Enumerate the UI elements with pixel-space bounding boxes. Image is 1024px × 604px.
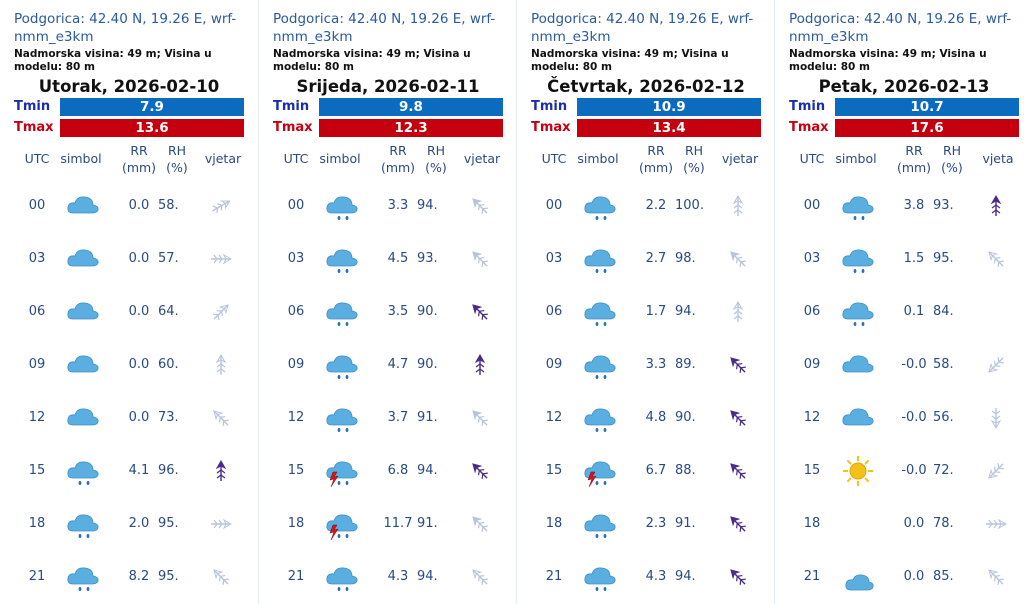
forecast-row — [517, 187, 775, 227]
forecast-row — [259, 452, 517, 492]
cloud-icon — [839, 401, 877, 435]
humidity-value: 93. — [417, 251, 438, 266]
precipitation-value: 8.2 — [128, 569, 150, 584]
humidity-value: 89. — [675, 357, 696, 372]
precipitation-value: 11.7 — [383, 516, 413, 531]
precipitation-value: 0.0 — [128, 198, 150, 213]
precipitation-value: 1.7 — [645, 304, 667, 319]
utc-hour: 06 — [287, 304, 305, 319]
column-header-wind — [457, 150, 507, 167]
column-header-rh — [419, 142, 453, 176]
rain-cloud-icon — [581, 189, 619, 223]
utc-hour: 09 — [545, 357, 563, 372]
column-header-rr — [635, 142, 677, 176]
utc-hour: 00 — [287, 198, 305, 213]
utc-hour: 21 — [287, 569, 305, 584]
wind-arrow-icon — [725, 564, 751, 590]
rain-cloud-icon — [323, 242, 361, 276]
humidity-value: 58. — [158, 198, 179, 213]
utc-hour: 00 — [545, 198, 563, 213]
column-header-label: RH — [167, 143, 187, 158]
tmax-label: Tmax — [531, 120, 571, 135]
wind-arrow-icon — [208, 193, 234, 219]
rain-cloud-icon — [64, 560, 102, 594]
column-header-label: RR — [647, 143, 665, 158]
column-header-rr — [377, 142, 419, 176]
precipitation-value: 4.3 — [645, 569, 667, 584]
rain-cloud-icon — [64, 454, 102, 488]
tmin-label: Tmin — [273, 99, 310, 114]
column-header-unit: (%) — [941, 160, 963, 175]
humidity-value: 94. — [675, 569, 696, 584]
humidity-value: 56. — [933, 410, 954, 425]
column-header-rr — [118, 142, 160, 176]
utc-hour: 18 — [287, 516, 305, 531]
column-header-label: RH — [942, 143, 962, 158]
precipitation-value: 3.5 — [387, 304, 409, 319]
wind-arrow-icon — [983, 352, 1009, 378]
humidity-value: 85. — [933, 569, 954, 584]
precipitation-value: 4.7 — [387, 357, 409, 372]
column-header-label: UTC — [541, 151, 567, 166]
precipitation-value: 0.1 — [903, 304, 925, 319]
day-title: Utorak, 2026-02-10 — [38, 77, 220, 96]
humidity-value: 94. — [417, 463, 438, 478]
precipitation-value: 4.5 — [387, 251, 409, 266]
wind-arrow-icon — [983, 299, 1009, 325]
utc-hour: 06 — [803, 304, 821, 319]
precipitation-value: 4.8 — [645, 410, 667, 425]
cloud-icon — [839, 348, 877, 382]
column-header-label: vjeta — [982, 151, 1014, 166]
column-header-label: simbol — [835, 151, 877, 166]
column-header-rh — [677, 142, 711, 176]
moon-icon — [839, 507, 877, 541]
column-header-unit: (%) — [166, 160, 188, 175]
forecast-row — [517, 399, 775, 439]
column-header-unit: (%) — [683, 160, 705, 175]
utc-hour: 12 — [545, 410, 563, 425]
location-header: Podgorica: 42.40 N, 19.26 E, wrf-nmm_e3km — [789, 11, 1012, 45]
column-header-utc — [279, 150, 313, 167]
wind-arrow-icon — [467, 352, 493, 378]
utc-hour: 03 — [28, 251, 46, 266]
day-panel — [516, 0, 774, 604]
cloud-icon — [64, 401, 102, 435]
utc-hour: 12 — [803, 410, 821, 425]
rain-cloud-icon — [581, 242, 619, 276]
column-header-label: simbol — [60, 151, 102, 166]
column-header-label: RH — [426, 143, 446, 158]
humidity-value: 90. — [417, 304, 438, 319]
location-header: Podgorica: 42.40 N, 19.26 E, wrf-nmm_e3km — [14, 11, 237, 45]
column-header-label: vjetar — [721, 151, 759, 166]
precipitation-value: 2.2 — [645, 198, 667, 213]
column-header-utc — [795, 150, 829, 167]
tmax-value: 12.3 — [319, 119, 503, 137]
forecast-row — [517, 240, 775, 280]
precipitation-value: 0.0 — [903, 569, 925, 584]
altitude-note: Nadmorska visina: 49 m; Visina u modelu: 80 m — [789, 48, 987, 73]
humidity-value: 95. — [933, 251, 954, 266]
rain-cloud-icon — [581, 401, 619, 435]
utc-hour: 18 — [545, 516, 563, 531]
cloud-icon — [64, 189, 102, 223]
tmin-value: 10.9 — [577, 98, 761, 116]
precipitation-value: 3.7 — [387, 410, 409, 425]
forecast-row — [0, 399, 258, 439]
forecast-row — [775, 399, 1024, 439]
humidity-value: 94. — [675, 304, 696, 319]
rain-cloud-icon — [581, 507, 619, 541]
utc-hour: 18 — [803, 516, 821, 531]
humidity-value: 91. — [417, 516, 438, 531]
humidity-value: 91. — [417, 410, 438, 425]
column-header-utc — [537, 150, 571, 167]
column-header-label: RR — [389, 143, 407, 158]
utc-hour: 09 — [803, 357, 821, 372]
utc-hour: 18 — [28, 516, 46, 531]
utc-hour: 03 — [803, 251, 821, 266]
humidity-value: 58. — [933, 357, 954, 372]
precipitation-value: 0.0 — [128, 357, 150, 372]
utc-hour: 21 — [545, 569, 563, 584]
tmax-value: 13.6 — [60, 119, 244, 137]
forecast-row — [775, 452, 1024, 492]
tmax-label: Tmax — [273, 120, 313, 135]
rain-cloud-icon — [581, 560, 619, 594]
humidity-value: 94. — [417, 569, 438, 584]
humidity-value: 84. — [933, 304, 954, 319]
wind-arrow-icon — [208, 564, 234, 590]
rain-cloud-icon — [581, 348, 619, 382]
tmin-value: 9.8 — [319, 98, 503, 116]
tmin-value: 10.7 — [835, 98, 1019, 116]
location-header: Podgorica: 42.40 N, 19.26 E, wrf-nmm_e3km — [273, 11, 496, 45]
utc-hour: 15 — [545, 463, 563, 478]
column-header-unit: (mm) — [638, 160, 674, 175]
tmax-label: Tmax — [789, 120, 829, 135]
column-header-symbol — [56, 150, 106, 167]
wind-arrow-icon — [467, 193, 493, 219]
precipitation-value: 4.3 — [387, 569, 409, 584]
column-header-label: RR — [905, 143, 923, 158]
utc-hour: 15 — [803, 463, 821, 478]
precipitation-value: 0.0 — [128, 304, 150, 319]
humidity-value: 91. — [675, 516, 696, 531]
humidity-value: 64. — [158, 304, 179, 319]
thunder-rain-icon — [323, 454, 361, 488]
precipitation-value: 6.8 — [387, 463, 409, 478]
utc-hour: 21 — [28, 569, 46, 584]
forecast-row — [775, 346, 1024, 386]
column-header-label: vjetar — [204, 151, 242, 166]
forecast-row — [259, 293, 517, 333]
tmin-label: Tmin — [14, 99, 51, 114]
wind-arrow-icon — [725, 246, 751, 272]
wind-arrow-icon — [983, 458, 1009, 484]
forecast-row — [0, 346, 258, 386]
wind-arrow-icon — [983, 564, 1009, 590]
forecast-row — [0, 187, 258, 227]
precipitation-value: 1.5 — [903, 251, 925, 266]
wind-arrow-icon — [467, 511, 493, 537]
tmax-value: 13.4 — [577, 119, 761, 137]
utc-hour: 00 — [28, 198, 46, 213]
wind-arrow-icon — [983, 246, 1009, 272]
precipitation-value: -0.0 — [901, 463, 927, 478]
precipitation-value: 6.7 — [645, 463, 667, 478]
column-header-label: RH — [684, 143, 704, 158]
humidity-value: 90. — [417, 357, 438, 372]
cloud-icon — [64, 348, 102, 382]
wind-arrow-icon — [725, 193, 751, 219]
utc-hour: 03 — [287, 251, 305, 266]
precipitation-value: 3.3 — [645, 357, 667, 372]
wind-arrow-icon — [983, 193, 1009, 219]
thunder-rain-icon — [581, 454, 619, 488]
moon-cloud-icon — [839, 560, 877, 594]
column-header-label: UTC — [24, 151, 50, 166]
rain-cloud-icon — [839, 295, 877, 329]
altitude-note: Nadmorska visina: 49 m; Visina u modelu: 80 m — [531, 48, 729, 73]
column-header-unit: (mm) — [121, 160, 157, 175]
precipitation-value: 2.3 — [645, 516, 667, 531]
column-header-rh — [935, 142, 969, 176]
forecast-row — [259, 346, 517, 386]
altitude-note: Nadmorska visina: 49 m; Visina u modelu: 80 m — [14, 48, 212, 73]
wind-arrow-icon — [725, 511, 751, 537]
forecast-row — [259, 558, 517, 598]
precipitation-value: 3.3 — [387, 198, 409, 213]
rain-cloud-icon — [839, 242, 877, 276]
cloud-icon — [64, 242, 102, 276]
column-header-wind — [715, 150, 765, 167]
forecast-row — [517, 505, 775, 545]
humidity-value: 94. — [417, 198, 438, 213]
forecast-row — [517, 293, 775, 333]
rain-cloud-icon — [323, 295, 361, 329]
wind-arrow-icon — [725, 352, 751, 378]
day-title: Srijeda, 2026-02-11 — [296, 77, 480, 96]
humidity-value: 100. — [675, 198, 704, 213]
precipitation-value: 2.7 — [645, 251, 667, 266]
column-header-label: RR — [130, 143, 148, 158]
column-header-label: simbol — [577, 151, 619, 166]
column-header-utc — [20, 150, 54, 167]
precipitation-value: 0.0 — [128, 251, 150, 266]
precipitation-value: 0.0 — [903, 516, 925, 531]
wind-arrow-icon — [208, 511, 234, 537]
humidity-value: 60. — [158, 357, 179, 372]
precipitation-value: 3.8 — [903, 198, 925, 213]
humidity-value: 88. — [675, 463, 696, 478]
wind-arrow-icon — [208, 405, 234, 431]
column-header-label: vjetar — [463, 151, 501, 166]
utc-hour: 12 — [287, 410, 305, 425]
wind-arrow-icon — [467, 246, 493, 272]
wind-arrow-icon — [725, 458, 751, 484]
column-header-symbol — [315, 150, 365, 167]
wind-arrow-icon — [467, 564, 493, 590]
humidity-value: 57. — [158, 251, 179, 266]
utc-hour: 06 — [28, 304, 46, 319]
column-header-wind-cut — [973, 150, 1023, 167]
rain-cloud-icon — [64, 507, 102, 541]
humidity-value: 72. — [933, 463, 954, 478]
forecast-row — [0, 240, 258, 280]
forecast-row — [517, 452, 775, 492]
rain-cloud-icon — [323, 348, 361, 382]
column-header-unit: (%) — [425, 160, 447, 175]
humidity-value: 93. — [933, 198, 954, 213]
forecast-row — [0, 505, 258, 545]
sun-icon — [839, 454, 877, 488]
forecast-row — [517, 558, 775, 598]
utc-hour: 15 — [287, 463, 305, 478]
location-header: Podgorica: 42.40 N, 19.26 E, wrf-nmm_e3km — [531, 11, 754, 45]
wind-arrow-icon — [467, 405, 493, 431]
tmax-label: Tmax — [14, 120, 54, 135]
forecast-row — [775, 187, 1024, 227]
day-title: Petak, 2026-02-13 — [818, 77, 990, 96]
humidity-value: 95. — [158, 569, 179, 584]
column-header-label: UTC — [799, 151, 825, 166]
altitude-note: Nadmorska visina: 49 m; Visina u modelu: 80 m — [273, 48, 471, 73]
day-panel — [774, 0, 1024, 604]
wind-arrow-icon — [467, 458, 493, 484]
utc-hour: 00 — [803, 198, 821, 213]
forecast-row — [0, 293, 258, 333]
forecast-row — [0, 558, 258, 598]
tmin-value: 7.9 — [60, 98, 244, 116]
forecast-row — [775, 240, 1024, 280]
tmin-label: Tmin — [789, 99, 826, 114]
humidity-value: 73. — [158, 410, 179, 425]
utc-hour: 21 — [803, 569, 821, 584]
precipitation-value: -0.0 — [901, 410, 927, 425]
forecast-row — [775, 293, 1024, 333]
day-title: Četvrtak, 2026-02-12 — [547, 77, 745, 96]
column-header-label: simbol — [319, 151, 361, 166]
wind-arrow-icon — [467, 299, 493, 325]
utc-hour: 15 — [28, 463, 46, 478]
precipitation-value: 2.0 — [128, 516, 150, 531]
column-header-wind — [198, 150, 248, 167]
cloud-icon — [64, 295, 102, 329]
precipitation-value: -0.0 — [901, 357, 927, 372]
wind-arrow-icon — [208, 299, 234, 325]
column-header-unit: (mm) — [896, 160, 932, 175]
wind-arrow-icon — [725, 299, 751, 325]
day-panel — [258, 0, 516, 604]
forecast-row — [0, 452, 258, 492]
rain-cloud-icon — [323, 189, 361, 223]
humidity-value: 90. — [675, 410, 696, 425]
tmin-label: Tmin — [531, 99, 568, 114]
day-panel — [0, 0, 258, 604]
wind-arrow-icon — [208, 246, 234, 272]
utc-hour: 06 — [545, 304, 563, 319]
column-header-symbol — [573, 150, 623, 167]
column-header-symbol — [831, 150, 881, 167]
thunder-rain-icon — [323, 507, 361, 541]
utc-hour: 09 — [28, 357, 46, 372]
forecast-row — [259, 399, 517, 439]
rain-cloud-icon — [839, 189, 877, 223]
precipitation-value: 0.0 — [128, 410, 150, 425]
utc-hour: 12 — [28, 410, 46, 425]
column-header-rh — [160, 142, 194, 176]
humidity-value: 98. — [675, 251, 696, 266]
wind-arrow-icon — [208, 352, 234, 378]
column-header-unit: (mm) — [380, 160, 416, 175]
forecast-row — [775, 558, 1024, 598]
rain-cloud-icon — [581, 295, 619, 329]
forecast-row — [259, 240, 517, 280]
rain-cloud-icon — [323, 401, 361, 435]
forecast-row — [775, 505, 1024, 545]
forecast-row — [259, 505, 517, 545]
forecast-row — [517, 346, 775, 386]
forecast-row — [259, 187, 517, 227]
tmax-value: 17.6 — [835, 119, 1019, 137]
utc-hour: 09 — [287, 357, 305, 372]
precipitation-value: 4.1 — [128, 463, 150, 478]
column-header-rr — [893, 142, 935, 176]
wind-arrow-icon — [983, 511, 1009, 537]
humidity-value: 95. — [158, 516, 179, 531]
utc-hour: 03 — [545, 251, 563, 266]
humidity-value: 78. — [933, 516, 954, 531]
humidity-value: 96. — [158, 463, 179, 478]
column-header-label: UTC — [283, 151, 309, 166]
wind-arrow-icon — [983, 405, 1009, 431]
wind-arrow-icon — [725, 405, 751, 431]
rain-cloud-icon — [323, 560, 361, 594]
wind-arrow-icon — [208, 458, 234, 484]
